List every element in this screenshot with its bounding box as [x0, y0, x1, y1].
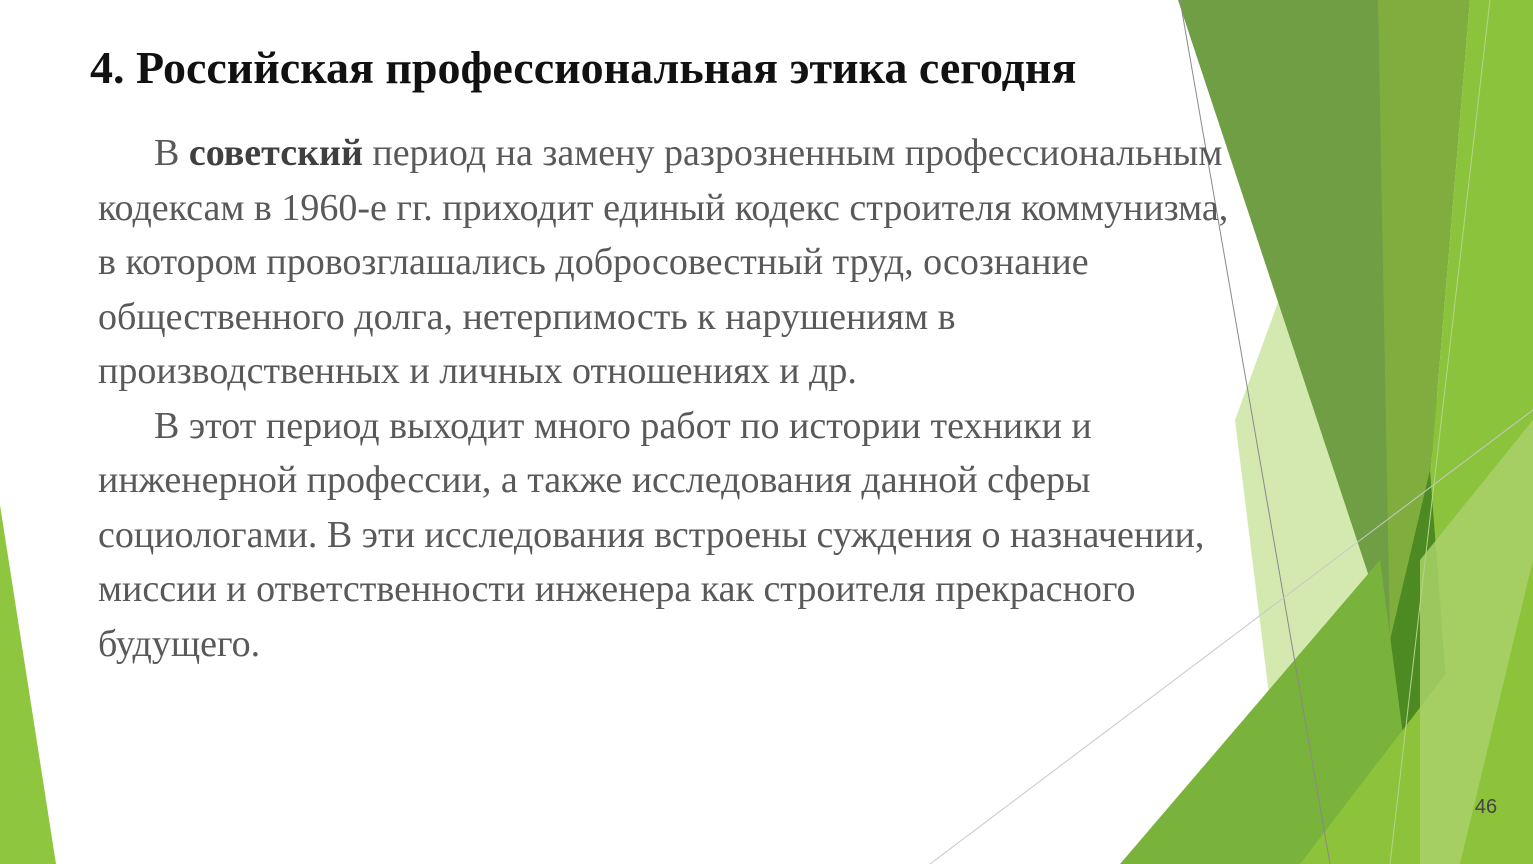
page-number: 46	[1474, 796, 1498, 818]
paragraph1-bold-word: советский	[188, 132, 363, 174]
slide-title: 4. Российская профессиональная этика сегодня	[90, 42, 1077, 93]
paragraph-soviet-code	[98, 126, 1248, 399]
left-green-wedge	[0, 505, 56, 864]
paragraph-research: В этот период выходит много работ по истории техники и инженерной профессии, а также исследования данной сферы социологами. В эти исследования встроены суждения о назначении, миссии и ответственности инженера как строителя прекрасного будущего.	[98, 404, 1205, 665]
paragraph1-prefix: В	[154, 132, 189, 174]
paragraph1-rest: период на замену разрозненным профессиональным кодексам в 1960-е гг. приходит единый кодекс строителя коммунизма, в котором провозглашались добросовестный труд, осознание общественного долга, нетерпимость к нарушениям в производственных и личных отношениях и др.	[98, 132, 1229, 392]
slide-body	[98, 126, 1248, 671]
